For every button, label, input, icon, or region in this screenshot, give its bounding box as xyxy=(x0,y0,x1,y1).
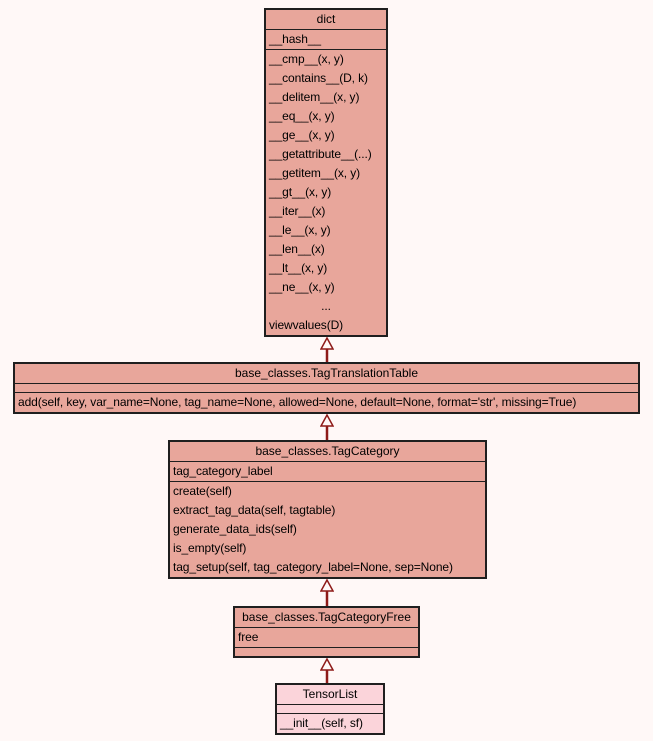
method-row: __gt__(x, y) xyxy=(269,185,332,199)
method-row: create(self) xyxy=(173,484,232,498)
method-row: viewvalues(D) xyxy=(269,318,344,332)
attributes-section-tag-category-free xyxy=(235,627,418,647)
inheritance-arrow-icon xyxy=(320,658,334,683)
method-row: __len__(x) xyxy=(269,242,325,256)
class-title-tag-category-free: base_classes.TagCategoryFree xyxy=(242,610,411,624)
class-box-tag-translation-table xyxy=(13,362,640,414)
class-box-tag-category-free xyxy=(233,606,420,658)
inheritance-arrow-icon xyxy=(320,414,334,440)
inheritance-arrow-icon xyxy=(320,337,334,362)
method-row: __cmp__(x, y) xyxy=(269,52,344,66)
attributes-section-tag-category xyxy=(170,461,485,481)
class-title-dict: dict xyxy=(316,12,336,26)
class-box-dict xyxy=(264,8,388,337)
methods-section-tag-category xyxy=(170,481,485,577)
method-row: __eq__(x, y) xyxy=(269,109,335,123)
class-title-tag-category: base_classes.TagCategory xyxy=(255,444,400,458)
method-row: is_empty(self) xyxy=(173,541,247,555)
class-title-tensor-list: TensorList xyxy=(302,687,358,701)
method-row: tag_setup(self, tag_category_label=None, sep=None) xyxy=(173,560,453,574)
attributes-section-dict xyxy=(266,29,386,49)
methods-section-tag-category-free xyxy=(235,647,418,656)
attributes-section-tag-translation-table xyxy=(15,383,638,392)
method-row: __ne__(x, y) xyxy=(269,280,335,294)
method-row: __init__(self, sf) xyxy=(280,716,363,730)
method-row: __getattribute__(...) xyxy=(269,147,372,161)
method-row: __le__(x, y) xyxy=(269,223,331,237)
class-box-tag-category xyxy=(168,440,487,579)
attribute-row: __hash__ xyxy=(269,32,321,46)
class-title-tag-translation-table: base_classes.TagTranslationTable xyxy=(235,366,418,380)
method-row: extract_tag_data(self, tagtable) xyxy=(173,503,336,517)
attribute-row: tag_category_label xyxy=(173,464,273,478)
method-row: __contains__(D, k) xyxy=(269,71,368,85)
methods-section-tensor-list xyxy=(277,713,383,733)
inheritance-arrow-icon xyxy=(320,579,334,606)
methods-section-tag-translation-table xyxy=(15,392,638,412)
method-row: __delitem__(x, y) xyxy=(269,90,360,104)
method-row: add(self, key, var_name=None, tag_name=None, allowed=None, default=None, format='str', missing=True) xyxy=(18,395,577,409)
attributes-section-tensor-list xyxy=(277,704,383,713)
method-row: __iter__(x) xyxy=(269,204,326,218)
methods-section-dict xyxy=(266,49,386,335)
method-row: __lt__(x, y) xyxy=(269,261,328,275)
method-row: __ge__(x, y) xyxy=(269,128,335,142)
method-row: __getitem__(x, y) xyxy=(269,166,361,180)
method-row: ... xyxy=(321,299,331,313)
method-row: generate_data_ids(self) xyxy=(173,522,297,536)
class-box-tensor-list xyxy=(275,683,385,735)
attribute-row: free xyxy=(238,630,259,644)
